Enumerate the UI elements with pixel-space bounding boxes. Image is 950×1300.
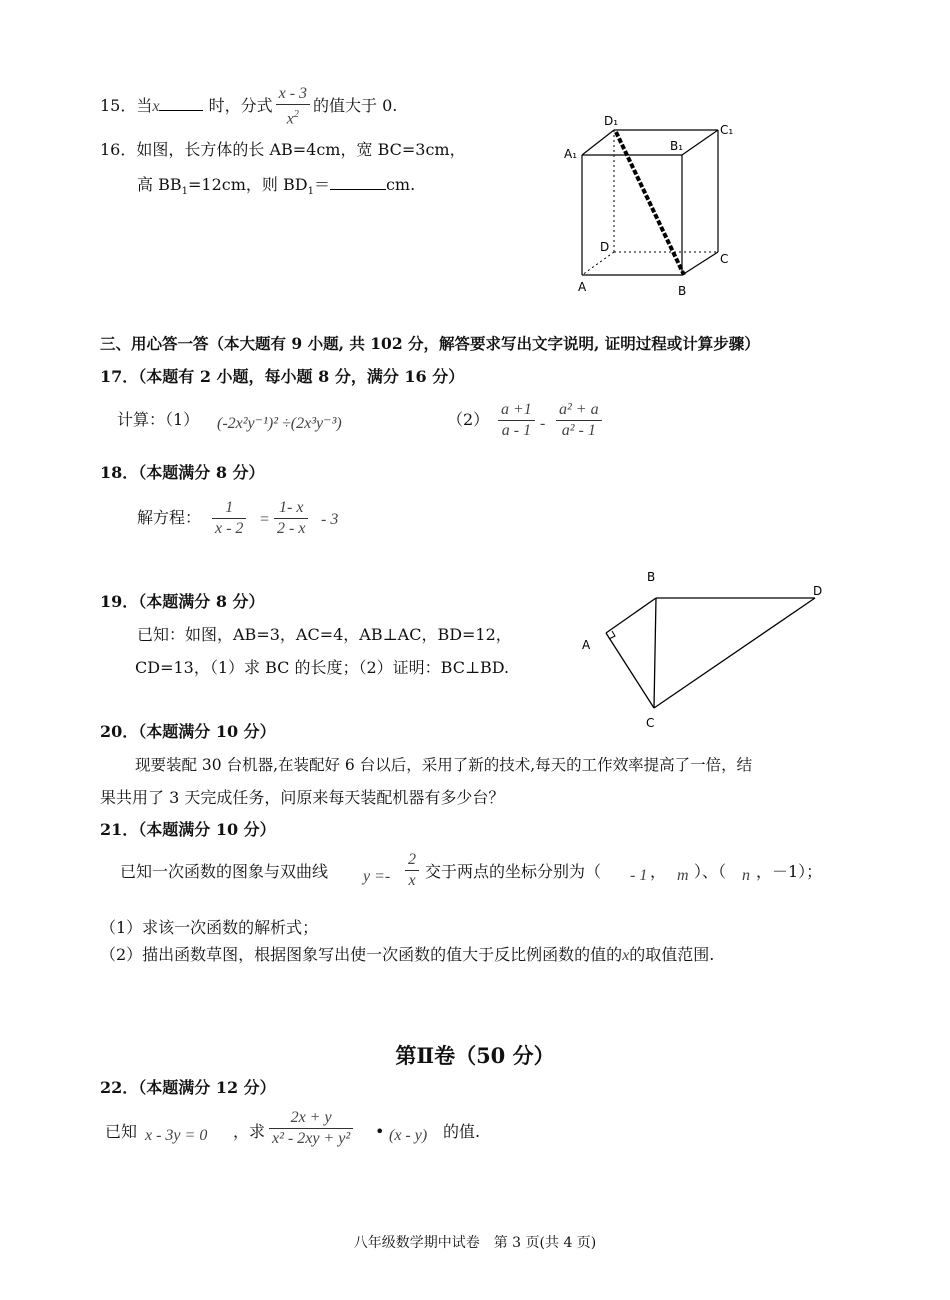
question-22-heading: 22．（本题满分 12 分） — [100, 1078, 276, 1097]
question-19-line1: 已知：如图，AB=3，AC=4，AB⊥AC，BD=12， — [137, 625, 512, 644]
question-20-heading: 20．（本题满分 10 分） — [100, 722, 276, 741]
fraction: $\frac{x - 3}{x^2}$ — [276, 84, 310, 129]
label-a: A — [582, 638, 591, 652]
question-19-heading: 19．（本题满分 8 分） — [100, 592, 265, 611]
fraction-2: $\frac{1- x}{2 - x}$ — [274, 498, 308, 539]
label-c: C — [646, 716, 655, 730]
section-3-heading: 三、用心答一答（本大题有 9 小题, 共 102 分，解答要求写出文字说明, 证明过程或计算步骤） — [100, 334, 760, 353]
label-c1: C₁ — [720, 123, 734, 137]
part-2-title: 第Ⅱ卷（50 分） — [395, 1043, 555, 1068]
answer-blank-15[interactable] — [159, 94, 203, 111]
fraction: $\frac{2x + y}{\text{x² - 2xy + y²}}$ — [269, 1108, 353, 1149]
label-a: A — [578, 280, 587, 294]
label-b: B — [647, 570, 656, 584]
question-16-line1: 16．如图，长方体的长 AB=4cm，宽 BC=3cm， — [100, 140, 466, 159]
fraction: $\frac{2}{x}$ — [405, 850, 419, 891]
page-footer: 八年级数学期中试卷 第 3 页(共 4 页) — [353, 1235, 597, 1251]
label-d1: D₁ — [604, 114, 619, 128]
question-21-sub2: （2）描出函数草图，根据图象写出使一次函数的值大于反比例函数的值的x的取值范围. — [100, 945, 715, 964]
question-19-line2: CD=13，（1）求 BC 的长度；（2）证明：BC⊥BD. — [135, 658, 510, 677]
label-a1: A₁ — [564, 147, 578, 161]
triangle-figure — [570, 565, 840, 735]
answer-blank-16[interactable] — [330, 173, 386, 190]
fraction-1: $\frac{a +1}{a - 1}$ — [498, 400, 535, 441]
label-d: D — [600, 240, 610, 254]
expression-1: (-2x²y⁻¹)² ÷(2x³y⁻³) — [217, 415, 342, 432]
question-17-heading: 17．（本题有 2 小题，每小题 8 分，满分 16 分） — [100, 367, 465, 386]
question-18-heading: 18．（本题满分 8 分） — [100, 463, 265, 482]
cuboid-figure — [560, 110, 760, 300]
fraction-2: $\frac{\text{a² + a}}{\text{a² - 1}}$ — [556, 400, 602, 441]
question-21-sub1: （1）求该一次函数的解析式； — [100, 918, 319, 937]
label-c: C — [720, 252, 729, 266]
question-16-line2: 高 $BB_1=12cm$，则 $BD_1=$ cm. — [137, 175, 416, 198]
question-15: 15．当x 时，分式 $\frac{x - 3}{x^2}$ 的值大于 0. — [100, 85, 398, 128]
question-21-heading: 21．（本题满分 10 分） — [100, 820, 276, 839]
diagonal-bd1 — [616, 132, 684, 275]
question-20-line2: 果共用了 3 天完成任务，问原来每天装配机器有多少台？ — [100, 788, 505, 807]
var-x: x — [152, 98, 160, 116]
question-20-line1: 现要装配 30 台机器,在装配好 6 台以后，采用了新的技术,每天的工作效率提高了一倍，结 — [135, 756, 753, 774]
label-d: D — [813, 584, 823, 598]
fraction-1: $\frac{1}{x - 2}$ — [212, 498, 246, 539]
label-b: B — [678, 284, 687, 298]
label-b1: B₁ — [670, 139, 684, 153]
